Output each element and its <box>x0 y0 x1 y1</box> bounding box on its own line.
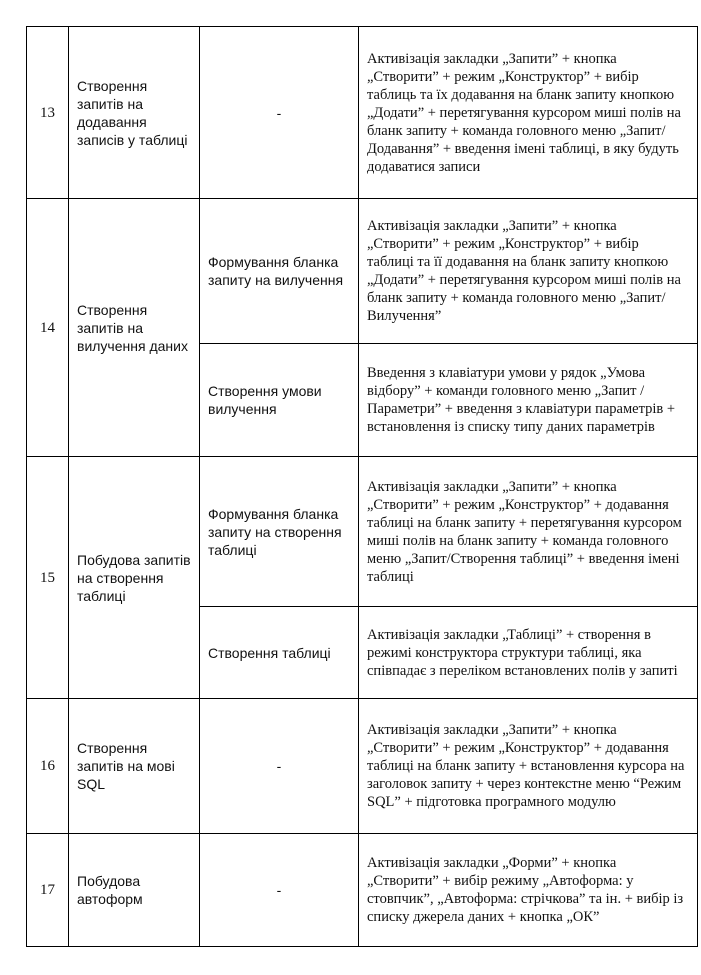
row-number: 17 <box>27 834 69 947</box>
task-name: Створення запитів на додавання записів у таблиці <box>69 27 200 199</box>
action-description: Активізація закладки „Форми” + кнопка „Створити” + вибір режиму „Автоформа: у стовпчик”, „Автоформа: стрічкова” та ін. + вибір із списку джерела даних + кнопка „ОК” <box>359 834 698 947</box>
subtask-name: Формування бланка запиту на створення таблиці <box>200 457 359 607</box>
table-row <box>27 457 698 607</box>
action-description: Активізація закладки „Таблиці” + створення в режимі конструктора структури таблиці, яка співпадає з переліком встановлених полів у запиті <box>359 607 698 699</box>
action-description: Активізація закладки „Запити” + кнопка „Створити” + режим „Конструктор” + додавання таблиці на бланк запиту + встановлення курсора на заголовок запиту + через контекстне меню “Режим SQL” + підготовка програмного модулю <box>359 699 698 834</box>
row-number: 16 <box>27 699 69 834</box>
subtask-empty: - <box>200 699 359 834</box>
table-row <box>27 199 698 344</box>
task-name: Створення запитів на вилучення даних <box>69 199 200 457</box>
row-number: 13 <box>27 27 69 199</box>
row-number: 15 <box>27 457 69 699</box>
action-description: Активізація закладки „Запити” + кнопка „Створити” + режим „Конструктор” + додавання таблиці на бланк запиту + перетягування курсором миші полів на бланк запиту + команда головного меню „Запит/Створення таблиці” + введення імені таблиці <box>359 457 698 607</box>
subtask-empty: - <box>200 27 359 199</box>
action-description: Активізація закладки „Запити” + кнопка „Створити” + режим „Конструктор” + вибір таблиць та їх додавання на бланк запиту кнопкою „Додати” + перетягування курсором миші полів на бланк запиту + команда головного меню „Запит/Додавання” + введення імені таблиці, в яку будуть додаватися записи <box>359 27 698 199</box>
subtask-empty: - <box>200 834 359 947</box>
table-row <box>27 27 698 199</box>
subtask-name: Створення таблиці <box>200 607 359 699</box>
task-name: Побудова автоформ <box>69 834 200 947</box>
subtask-name: Створення умови вилучення <box>200 344 359 457</box>
action-description: Активізація закладки „Запити” + кнопка „Створити” + режим „Конструктор” + вибір таблиці та її додавання на бланк запиту кнопкою „Додати” + перетягування курсором миші полів на бланк запиту + команда головного меню „Запит/Вилучення” <box>359 199 698 344</box>
task-name: Побудова запитів на створення таблиці <box>69 457 200 699</box>
subtask-name: Формування бланка запиту на вилучення <box>200 199 359 344</box>
table-row <box>27 834 698 947</box>
procedures-table <box>26 26 698 947</box>
row-number: 14 <box>27 199 69 457</box>
task-name: Створення запитів на мові SQL <box>69 699 200 834</box>
action-description: Введення з клавіатури умови у рядок „Умова відбору” + команди головного меню „Запит / Параметри” + введення з клавіатури параметрів + встановлення із списку типу даних параметрів <box>359 344 698 457</box>
table-row <box>27 699 698 834</box>
